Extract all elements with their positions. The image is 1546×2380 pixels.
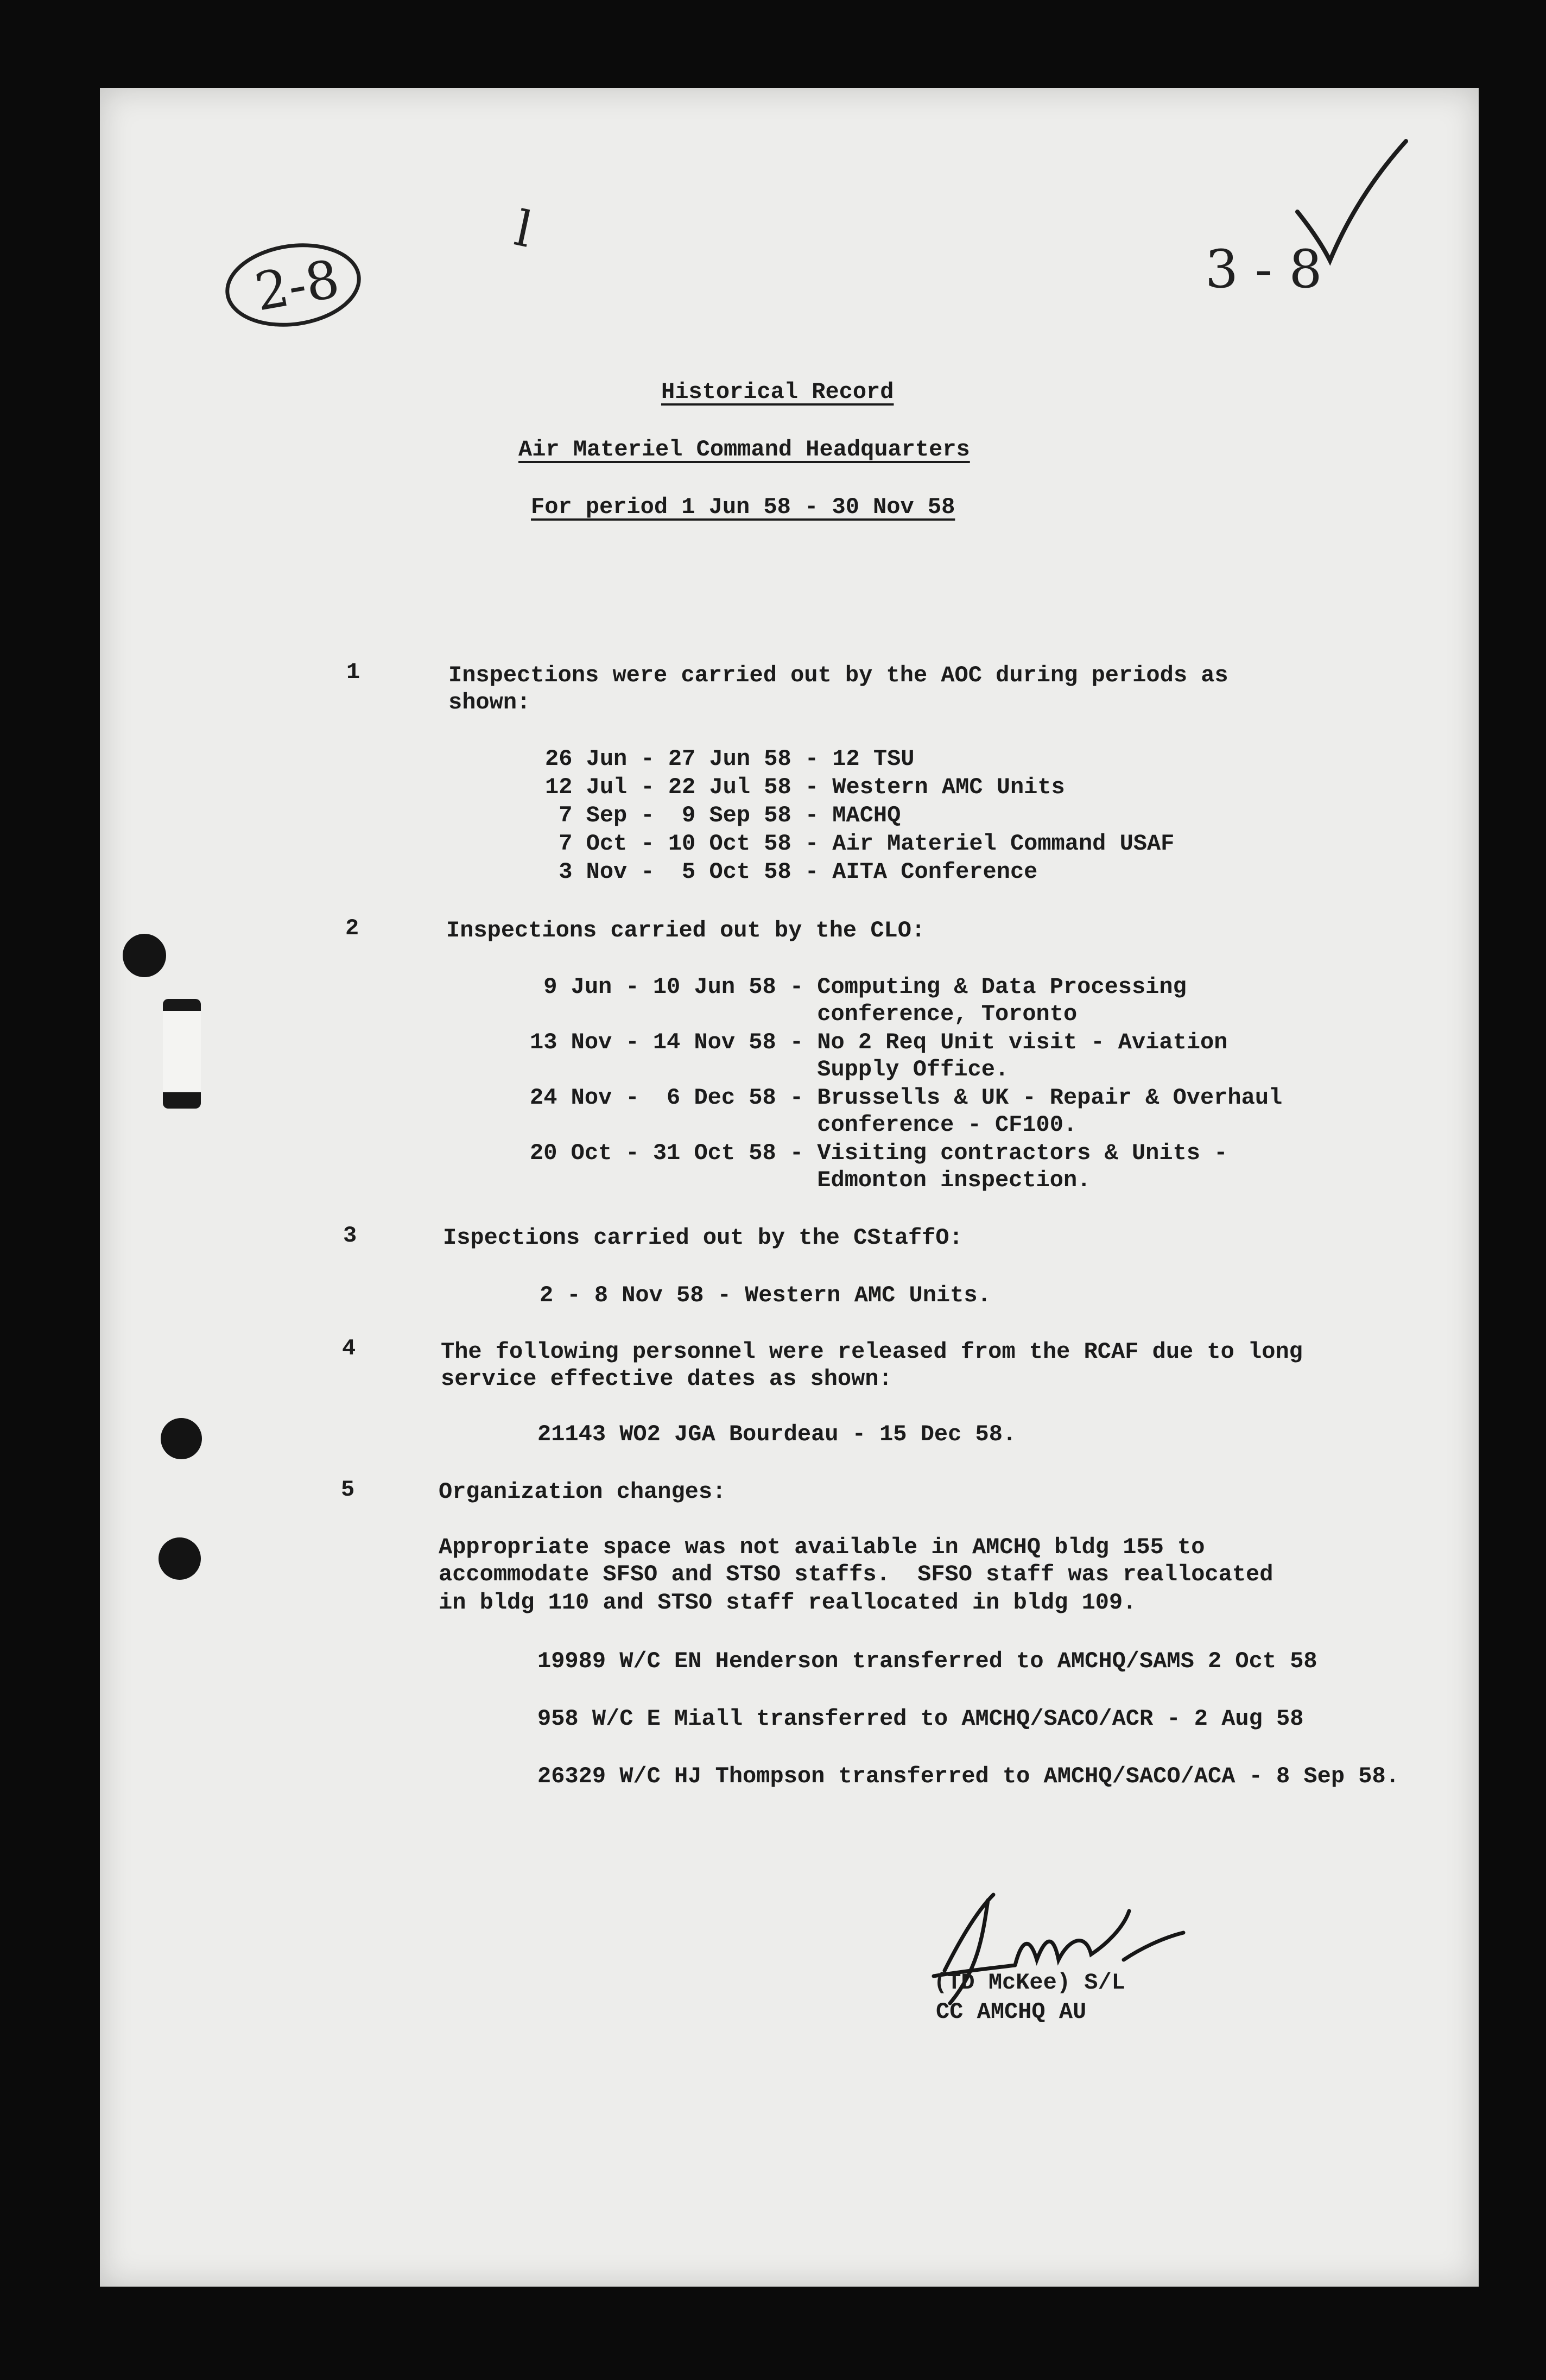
section-2-entry: 13 Nov - 14 Nov 58 - No 2 Req Unit visit - Aviation (530, 1029, 1228, 1055)
transfer-entry: 958 W/C E Miall transferred to AMCHQ/SACO/ACR - 2 Aug 58 (537, 1706, 1304, 1732)
punch-hole-top (123, 934, 166, 977)
section-number-2: 2 (345, 915, 359, 941)
section-1-text-line-1: Inspections were carried out by the AOC during periods as (448, 662, 1228, 688)
transfer-entry: 26329 W/C HJ Thompson transferred to AMCHQ/SACO/ACA - 8 Sep 58. (537, 1763, 1399, 1789)
section-3-entry: 2 - 8 Nov 58 - Western AMC Units. (540, 1282, 991, 1308)
section-2-entry: Supply Office. (530, 1056, 1009, 1083)
section-1-entry: 26 Jun - 27 Jun 58 - 12 TSU (545, 746, 915, 772)
section-1-entry: 12 Jul - 22 Jul 58 - Western AMC Units (545, 774, 1065, 800)
section-1-entry: 7 Sep - 9 Sep 58 - MACHQ (545, 802, 901, 828)
transfer-entry: 19989 W/C EN Henderson transferred to AMCHQ/SAMS 2 Oct 58 (537, 1648, 1317, 1674)
checkmark-icon (1287, 130, 1417, 271)
section-3-text: Ispections carried out by the CStaffO: (443, 1225, 963, 1251)
header-organization: Air Materiel Command Headquarters (518, 436, 970, 463)
signature-name: (TD McKee) S/L (934, 1970, 1125, 1996)
header-period: For period 1 Jun 58 - 30 Nov 58 (531, 494, 955, 520)
section-number-5: 5 (341, 1477, 355, 1503)
section-4-text-line-2: service effective dates as shown: (441, 1366, 892, 1392)
binder-tab (163, 999, 201, 1109)
section-2-entry: 24 Nov - 6 Dec 58 - Brussells & UK - Repair & Overhaul (530, 1085, 1283, 1111)
section-5-paragraph-line: in bldg 110 and STSO staff reallocated in bldg 109. (439, 1590, 1137, 1616)
section-1-entry: 7 Oct - 10 Oct 58 - Air Materiel Command USAF (545, 831, 1175, 857)
section-2-entry: 20 Oct - 31 Oct 58 - Visiting contractors & Units - (530, 1140, 1228, 1166)
section-2-entry: Edmonton inspection. (530, 1167, 1091, 1193)
section-5-paragraph-line: Appropriate space was not available in AMCHQ bldg 155 to (439, 1534, 1205, 1560)
section-1-text-line-2: shown: (448, 689, 531, 716)
section-1-entry: 3 Nov - 5 Oct 58 - AITA Conference (545, 859, 1038, 885)
signature-title: CC AMCHQ AU (936, 1999, 1087, 2025)
section-2-text: Inspections carried out by the CLO: (446, 917, 926, 944)
punch-hole-bottom (159, 1537, 201, 1580)
section-4-entry: 21143 WO2 JGA Bourdeau - 15 Dec 58. (537, 1421, 1017, 1447)
punch-hole-middle (161, 1418, 202, 1459)
top-right-note: 3 - 8 (1205, 239, 1322, 300)
small-handwritten-mark: l (510, 200, 537, 259)
section-number-1: 1 (346, 659, 360, 685)
section-number-3: 3 (343, 1223, 357, 1249)
section-2-entry: conference, Toronto (530, 1001, 1078, 1027)
section-4-text-line-1: The following personnel were released from the RCAF due to long (441, 1339, 1303, 1365)
header-title: Historical Record (661, 379, 894, 405)
section-number-4: 4 (342, 1335, 356, 1362)
circled-number: 2-8 (250, 248, 344, 323)
section-5-paragraph-line: accommodate SFSO and STSO staffs. SFSO staff was reallocated (439, 1561, 1273, 1587)
section-2-entry: 9 Jun - 10 Jun 58 - Computing & Data Processing (530, 974, 1187, 1000)
section-5-text: Organization changes: (439, 1479, 726, 1505)
section-2-entry: conference - CF100. (530, 1112, 1078, 1138)
